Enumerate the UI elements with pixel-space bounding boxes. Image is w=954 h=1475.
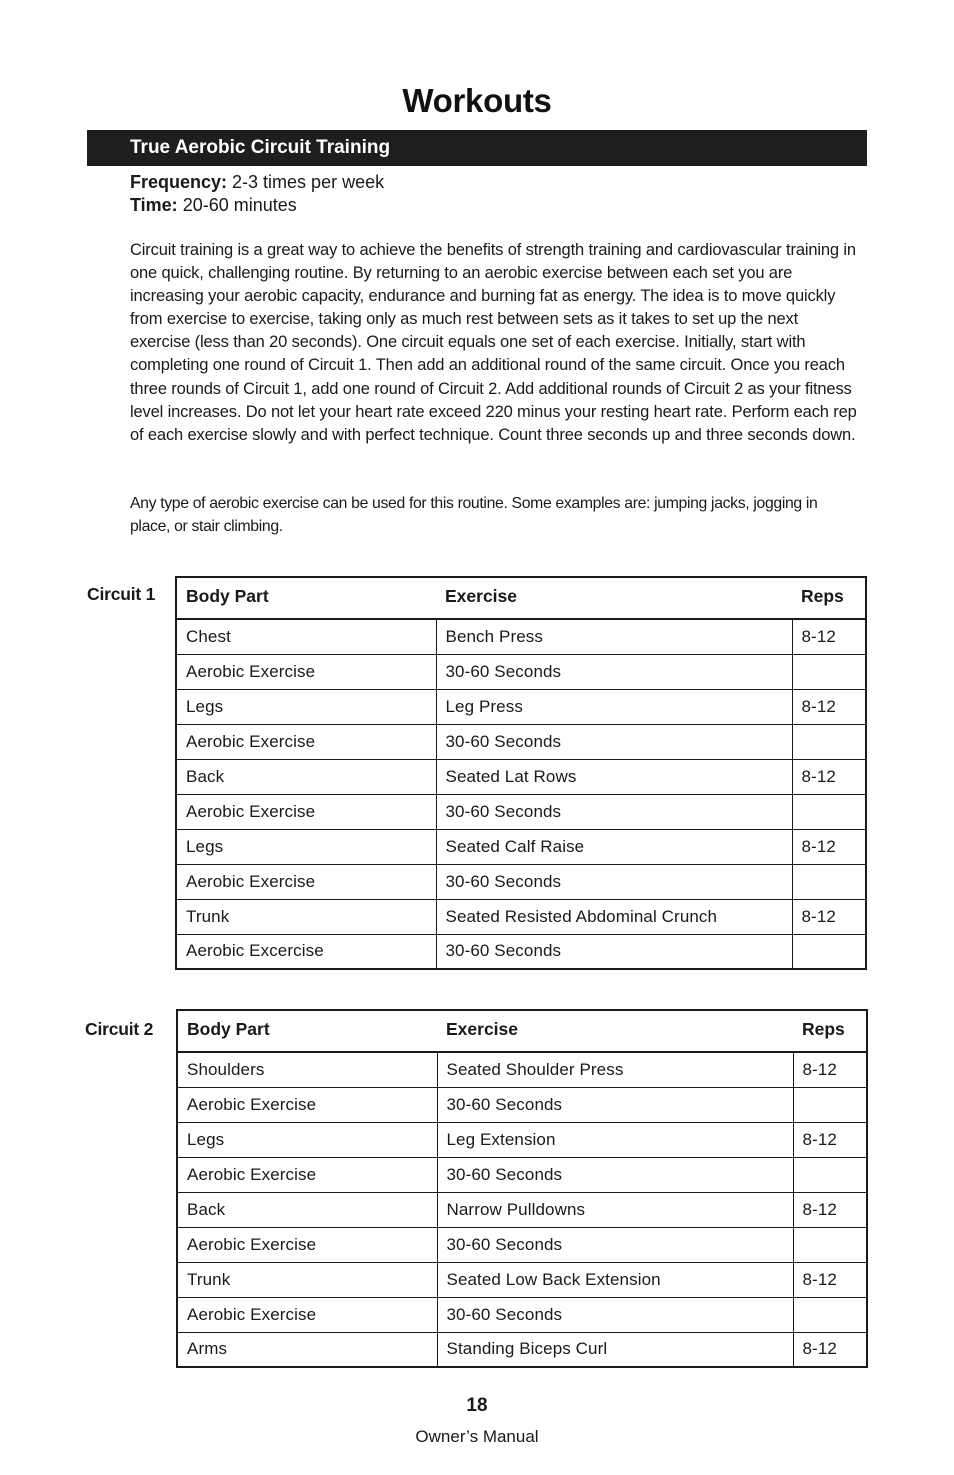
table-row: [177, 1297, 867, 1332]
reps-cell: 8-12: [793, 1192, 867, 1227]
frequency-label: Frequency:: [130, 172, 228, 192]
circuit-1-label: Circuit 1: [87, 584, 156, 604]
column-header-reps: Reps: [793, 1010, 867, 1052]
table-row: [177, 1052, 867, 1087]
table-row: [176, 619, 866, 654]
time-label: Time:: [130, 195, 178, 215]
body-part-cell: Back: [177, 1192, 437, 1227]
circuit-2-label: Circuit 2: [85, 1019, 154, 1039]
exercise-cell: 30-60 Seconds: [436, 724, 792, 759]
exercise-cell: Leg Press: [436, 689, 792, 724]
exercise-cell: Seated Shoulder Press: [437, 1052, 793, 1087]
body-part-cell: Legs: [176, 689, 436, 724]
circuit-1-table: [175, 576, 867, 970]
frequency-line: [130, 172, 384, 193]
page-title: Workouts: [402, 82, 552, 119]
table-row: [177, 1157, 867, 1192]
body-part-cell: Shoulders: [177, 1052, 437, 1087]
body-part-cell: Aerobic Exercise: [177, 1227, 437, 1262]
exercise-cell: 30-60 Seconds: [436, 934, 792, 969]
exercise-cell: 30-60 Seconds: [437, 1227, 793, 1262]
reps-cell: 8-12: [792, 619, 866, 654]
exercise-cell: Bench Press: [436, 619, 792, 654]
footer-text: Owner’s Manual: [415, 1427, 539, 1446]
table-row: [177, 1192, 867, 1227]
body-part-cell: Aerobic Exercise: [176, 654, 436, 689]
reps-cell: [792, 864, 866, 899]
exercise-cell: 30-60 Seconds: [437, 1157, 793, 1192]
circuit-2-table: [176, 1009, 868, 1368]
reps-cell: [793, 1227, 867, 1262]
exercise-cell: Seated Low Back Extension: [437, 1262, 793, 1297]
table-row: [176, 934, 866, 969]
body-part-cell: Chest: [176, 619, 436, 654]
body-part-cell: Trunk: [176, 899, 436, 934]
reps-cell: [793, 1087, 867, 1122]
table-row: [176, 794, 866, 829]
exercise-cell: Seated Lat Rows: [436, 759, 792, 794]
exercise-cell: Seated Resisted Abdominal Crunch: [436, 899, 792, 934]
exercise-cell: 30-60 Seconds: [436, 654, 792, 689]
time-line: [130, 195, 297, 216]
exercise-cell: Seated Calf Raise: [436, 829, 792, 864]
aerobic-note-paragraph: Any type of aerobic exercise can be used for this routine. Some examples are: jumping jacks, jogging in place, or stair climbing.: [130, 495, 818, 535]
table-row: [176, 654, 866, 689]
table-row: [177, 1332, 867, 1367]
reps-cell: [792, 794, 866, 829]
table-row: [177, 1262, 867, 1297]
column-header-exercise: Exercise: [436, 577, 792, 619]
section-title: True Aerobic Circuit Training: [130, 137, 391, 158]
table-row: [177, 1227, 867, 1262]
column-header-reps: Reps: [792, 577, 866, 619]
table-row: [176, 864, 866, 899]
body-part-cell: Aerobic Exercise: [177, 1087, 437, 1122]
reps-cell: 8-12: [792, 829, 866, 864]
reps-cell: [793, 1157, 867, 1192]
body-part-cell: Aerobic Exercise: [176, 864, 436, 899]
exercise-cell: 30-60 Seconds: [437, 1297, 793, 1332]
table-header-row: [176, 577, 866, 619]
reps-cell: 8-12: [793, 1052, 867, 1087]
body-part-cell: Aerobic Excercise: [176, 934, 436, 969]
column-header-exercise: Exercise: [437, 1010, 793, 1052]
exercise-cell: 30-60 Seconds: [436, 864, 792, 899]
exercise-cell: 30-60 Seconds: [437, 1087, 793, 1122]
reps-cell: 8-12: [793, 1332, 867, 1367]
exercise-cell: 30-60 Seconds: [436, 794, 792, 829]
reps-cell: 8-12: [792, 899, 866, 934]
body-part-cell: Arms: [177, 1332, 437, 1367]
body-part-cell: Aerobic Exercise: [177, 1157, 437, 1192]
body-part-cell: Back: [176, 759, 436, 794]
column-header-body-part: Body Part: [177, 1010, 437, 1052]
body-part-cell: Trunk: [177, 1262, 437, 1297]
page-number: 18: [466, 1395, 488, 1416]
table-row: [177, 1122, 867, 1157]
reps-cell: [792, 934, 866, 969]
reps-cell: [792, 654, 866, 689]
table-row: [176, 689, 866, 724]
table-row: [176, 724, 866, 759]
reps-cell: 8-12: [792, 689, 866, 724]
table-row: [177, 1087, 867, 1122]
reps-cell: [792, 724, 866, 759]
frequency-value: 2-3 times per week: [227, 172, 385, 192]
body-part-cell: Legs: [177, 1122, 437, 1157]
exercise-cell: Narrow Pulldowns: [437, 1192, 793, 1227]
reps-cell: 8-12: [792, 759, 866, 794]
reps-cell: [793, 1297, 867, 1332]
section-header-bar: [87, 130, 867, 166]
table-header-row: [177, 1010, 867, 1052]
exercise-cell: Standing Biceps Curl: [437, 1332, 793, 1367]
table-row: [176, 899, 866, 934]
reps-cell: 8-12: [793, 1122, 867, 1157]
table-row: [176, 759, 866, 794]
body-part-cell: Legs: [176, 829, 436, 864]
body-part-cell: Aerobic Exercise: [176, 724, 436, 759]
body-part-cell: Aerobic Exercise: [177, 1297, 437, 1332]
time-value: 20-60 minutes: [177, 195, 297, 215]
intro-paragraph: Circuit training is a great way to achieve the benefits of strength training and cardiovascular training in one quick, challenging routine. By returning to an aerobic exercise between each set you are increasing your aerobic capacity, endurance and burning fat as energy. The idea is to move quickly from exercise to exercise, taking only as much rest between sets as it takes to set up the next exercise (less than 20 seconds). One circuit equals one set of each exercise. Initially, start with completing one round of Circuit 1. Then add an additional round of the same circuit. Once you reach three rounds of Circuit 1, add one round of Circuit 2. Add additional rounds of Circuit 2 as your fitness level increases. Do not let your heart rate exceed 220 minus your resting heart rate. Perform each rep of each exercise slowly and with perfect technique. Count three seconds up and three seconds down.: [130, 241, 857, 444]
exercise-cell: Leg Extension: [437, 1122, 793, 1157]
column-header-body-part: Body Part: [176, 577, 436, 619]
reps-cell: 8-12: [793, 1262, 867, 1297]
table-row: [176, 829, 866, 864]
body-part-cell: Aerobic Exercise: [176, 794, 436, 829]
